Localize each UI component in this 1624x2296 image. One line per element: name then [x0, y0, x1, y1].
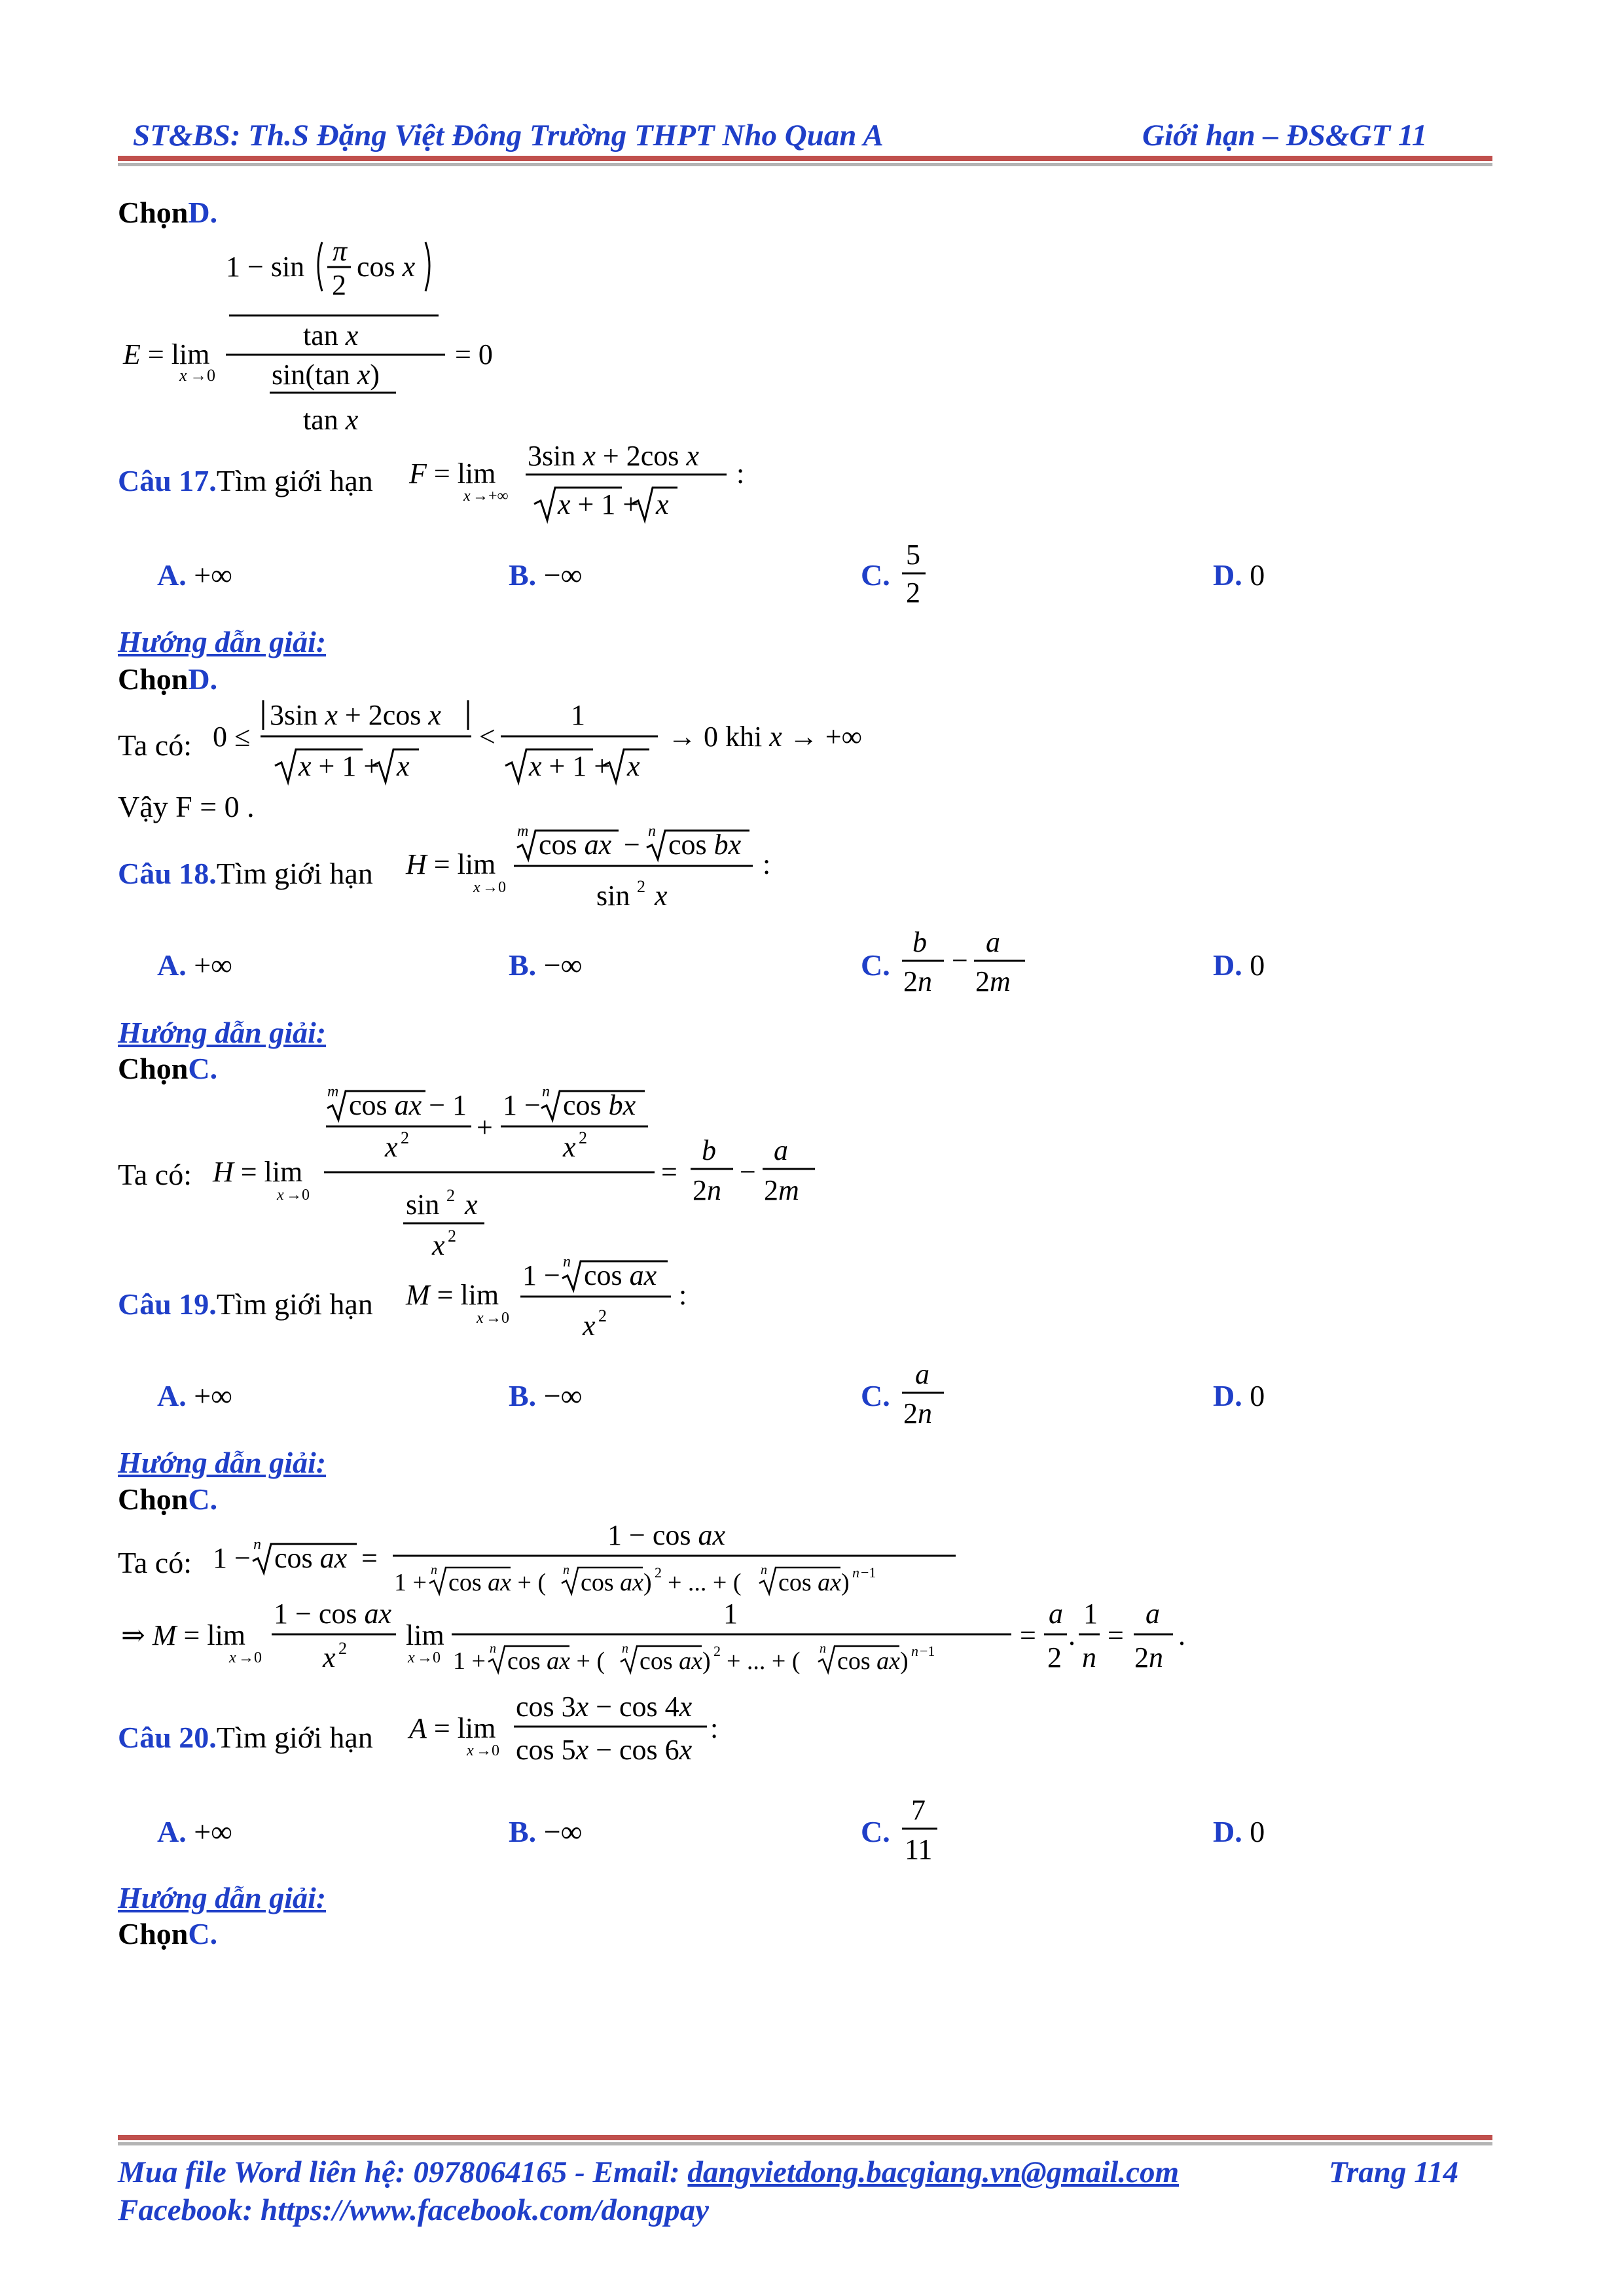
q20-guide-heading: Hướng dẫn giải:: [118, 1881, 327, 1914]
q19-option-d: D. 0: [1213, 1379, 1265, 1412]
footer-facebook[interactable]: Facebook: https://www.facebook.com/dongpay: [118, 2193, 709, 2227]
svg-text:n: n: [622, 1641, 628, 1656]
svg-text:2: 2: [1047, 1641, 1062, 1674]
svg-text:E = lim: E = lim: [123, 338, 210, 370]
svg-text:m: m: [517, 823, 529, 840]
q19-option-b: B. −∞: [509, 1379, 583, 1412]
q17-option-c: C.: [861, 558, 890, 592]
svg-text:cos ax): cos ax): [581, 1569, 652, 1596]
svg-text:1: 1: [1083, 1598, 1098, 1630]
svg-text:1: 1: [723, 1598, 738, 1630]
svg-text:=: =: [361, 1542, 378, 1574]
svg-text:1 −: 1 −: [503, 1089, 541, 1121]
header-rule-gray: [118, 163, 1492, 166]
svg-text:1 +: 1 +: [394, 1569, 427, 1596]
footer-rule-red: [118, 2135, 1492, 2140]
svg-text:H = lim: H = lim: [213, 1156, 303, 1188]
question-19-prompt: Câu 19.Tìm giới hạn: [118, 1287, 373, 1321]
svg-text:1: 1: [571, 699, 585, 731]
svg-text:x: x: [583, 1310, 596, 1342]
svg-text:2m: 2m: [975, 965, 1011, 997]
q18-option-c-expr: [897, 924, 1028, 1009]
svg-text:=: =: [1020, 1619, 1036, 1651]
svg-text:.: .: [1178, 1619, 1185, 1651]
svg-text:2: 2: [332, 269, 346, 301]
svg-text:M = lim: M = lim: [406, 1279, 499, 1311]
q18-option-c: C.: [861, 948, 890, 982]
q19-guide-heading: Hướng dẫn giải:: [118, 1446, 327, 1479]
svg-text:+: +: [477, 1111, 493, 1143]
formula-E: [118, 229, 576, 445]
question-20-formula: [406, 1689, 733, 1780]
svg-text::: :: [679, 1279, 687, 1311]
header-section: Giới hạn – ĐS&GT 11: [1142, 118, 1428, 152]
svg-text:1 − cos ax: 1 − cos ax: [607, 1519, 725, 1551]
q18-option-b: B. −∞: [509, 948, 583, 982]
svg-text:x: x: [656, 488, 669, 520]
svg-text:<: <: [479, 721, 496, 753]
question-17-prompt: Câu 17.Tìm giới hạn: [118, 464, 373, 497]
svg-text:1 − cos ax: 1 − cos ax: [274, 1598, 391, 1630]
svg-text:n: n: [490, 1641, 496, 1656]
svg-text:cos ax + (: cos ax + (: [507, 1647, 605, 1675]
question-19-formula: [403, 1253, 704, 1355]
svg-text:lim: lim: [406, 1619, 444, 1651]
svg-text:1 −: 1 −: [522, 1259, 560, 1291]
svg-text:n: n: [761, 1563, 767, 1577]
q19-solution-line1: [209, 1515, 969, 1600]
svg-text:a: a: [1049, 1598, 1063, 1630]
svg-text:2: 2: [401, 1128, 409, 1147]
q17-conclusion: Vậy F = 0 .: [118, 790, 255, 823]
svg-text:→0: →0: [417, 1649, 441, 1666]
svg-text::: :: [763, 848, 771, 880]
svg-text:3sin x + 2cos x: 3sin x + 2cos x: [270, 699, 441, 731]
svg-text:n: n: [431, 1563, 437, 1577]
q18-option-a: A. +∞: [157, 948, 232, 982]
svg-text:2: 2: [906, 577, 920, 609]
svg-text:sin(tan x): sin(tan x): [272, 359, 380, 391]
svg-text:cos ax: cos ax: [584, 1259, 657, 1291]
svg-text:.: .: [1068, 1619, 1075, 1651]
svg-text:2: 2: [579, 1128, 587, 1147]
q18-guide-heading: Hướng dẫn giải:: [118, 1016, 327, 1049]
svg-text:cos ax): cos ax): [778, 1569, 850, 1596]
svg-text:x: x: [277, 1187, 284, 1204]
question-20-prompt: Câu 20.Tìm giới hạn: [118, 1721, 373, 1754]
svg-text:cos x: cos x: [357, 251, 416, 283]
svg-text:π: π: [333, 235, 348, 267]
svg-text:⇒ M = lim: ⇒ M = lim: [121, 1619, 246, 1651]
svg-text::: :: [710, 1712, 719, 1744]
svg-text:H = lim: H = lim: [406, 848, 496, 880]
answer-choice-prev: ChọnD.: [118, 196, 218, 229]
svg-text:2: 2: [655, 1564, 662, 1581]
svg-text:x: x: [179, 366, 187, 385]
svg-text:=: =: [1108, 1619, 1124, 1651]
q19-option-c: C.: [861, 1379, 890, 1412]
svg-text:cos ax): cos ax): [837, 1647, 909, 1675]
svg-text:2n: 2n: [693, 1174, 721, 1206]
svg-text:−: −: [740, 1156, 756, 1188]
question-17-formula: [406, 435, 746, 533]
svg-text:n: n: [911, 1643, 918, 1659]
svg-text:cos bx: cos bx: [668, 829, 742, 861]
q19-answer: ChọnC.: [118, 1482, 218, 1516]
header-rule-red: [118, 156, 1492, 161]
svg-text:tan x: tan x: [303, 404, 359, 436]
svg-text:→0: →0: [286, 1187, 310, 1204]
q17-solution-inequality: [209, 691, 929, 795]
svg-text:2n: 2n: [903, 965, 932, 997]
q20-answer: ChọnC.: [118, 1917, 218, 1950]
footer-email-link[interactable]: dangvietdong.bacgiang.vn@gmail.com: [687, 2155, 1180, 2189]
svg-text:1 −: 1 −: [213, 1542, 251, 1574]
q18-ta-co: Ta có:: [118, 1158, 192, 1191]
svg-text:x: x: [563, 1131, 576, 1163]
svg-text:+ ... + (: + ... + (: [727, 1647, 801, 1675]
svg-text:x: x: [385, 1131, 398, 1163]
svg-text:−1: −1: [920, 1643, 935, 1659]
question-18-formula: [403, 821, 782, 926]
q20-option-a: A. +∞: [157, 1815, 232, 1848]
svg-text:cos ax): cos ax): [640, 1647, 711, 1675]
svg-text:a: a: [986, 926, 1000, 958]
svg-text:sin: sin: [596, 880, 630, 912]
svg-text:cos ax: cos ax: [274, 1542, 348, 1574]
svg-text:→0: →0: [238, 1649, 262, 1666]
svg-text:cos ax − 1: cos ax − 1: [349, 1089, 467, 1121]
svg-text:n: n: [563, 1563, 569, 1577]
q17-option-b: B. −∞: [509, 558, 583, 592]
svg-text:7: 7: [911, 1794, 926, 1826]
svg-text:→+∞: →+∞: [473, 488, 509, 505]
q19-option-a: A. +∞: [157, 1379, 232, 1412]
svg-text:x: x: [467, 1742, 474, 1759]
svg-text:x + 1 +: x + 1 +: [529, 750, 611, 782]
q20-option-c-frac: [897, 1792, 949, 1874]
svg-text::: :: [736, 457, 745, 490]
svg-text:x + 1 +: x + 1 +: [298, 750, 380, 782]
svg-text:2: 2: [598, 1306, 607, 1325]
svg-text:sin: sin: [406, 1189, 440, 1221]
svg-text:11: 11: [905, 1833, 933, 1865]
svg-text:2: 2: [446, 1186, 455, 1205]
q19-option-c-frac: [897, 1356, 956, 1438]
svg-text:3sin x + 2cos x: 3sin x + 2cos x: [528, 440, 699, 472]
svg-text:→0: →0: [190, 366, 215, 385]
svg-text:x: x: [477, 1310, 484, 1327]
svg-text:+ ... + (: + ... + (: [668, 1569, 742, 1596]
svg-text:−: −: [624, 829, 640, 861]
q17-guide-heading: Hướng dẫn giải:: [118, 625, 327, 658]
svg-text:x: x: [655, 880, 668, 912]
svg-text:x: x: [229, 1649, 236, 1666]
svg-text:a: a: [774, 1134, 788, 1166]
q17-ta-co: Ta có:: [118, 728, 192, 762]
svg-text:cos 5x − cos 6x: cos 5x − cos 6x: [516, 1734, 693, 1766]
svg-text:tan x: tan x: [303, 319, 359, 351]
svg-text:cos ax + (: cos ax + (: [448, 1569, 547, 1596]
svg-text:n: n: [648, 823, 656, 840]
svg-text:x: x: [432, 1229, 445, 1261]
svg-text:F = lim: F = lim: [409, 457, 496, 490]
svg-text:n: n: [253, 1536, 261, 1553]
svg-text:x: x: [473, 879, 480, 896]
q17-option-d: D. 0: [1213, 558, 1265, 592]
svg-text:a: a: [915, 1358, 929, 1390]
header-title: ST&BS: Th.S Đặng Việt Đông Trường THPT Nho Quan A: [133, 118, 884, 152]
q20-option-d: D. 0: [1213, 1815, 1265, 1848]
svg-text:n: n: [563, 1253, 571, 1270]
svg-text:1 +: 1 +: [453, 1647, 486, 1675]
svg-text:n: n: [1082, 1641, 1096, 1674]
svg-text:= 0: = 0: [455, 338, 493, 370]
q20-option-c: C.: [861, 1815, 890, 1848]
svg-text:→0: →0: [486, 1310, 509, 1327]
svg-text:2n: 2n: [903, 1397, 932, 1429]
svg-text:−1: −1: [861, 1564, 876, 1581]
svg-text:−: −: [952, 944, 968, 977]
svg-text:2: 2: [713, 1643, 721, 1659]
svg-text:x: x: [465, 1189, 478, 1221]
svg-text:=: =: [661, 1156, 677, 1188]
q17-option-c-frac: [897, 537, 936, 615]
q17-option-a: A. +∞: [157, 558, 232, 592]
svg-text:a: a: [1146, 1598, 1160, 1630]
svg-text:→0: →0: [476, 1742, 499, 1759]
svg-text:b: b: [702, 1134, 716, 1166]
q19-ta-co: Ta có:: [118, 1546, 192, 1579]
q18-solution: [209, 1083, 831, 1263]
svg-text:2n: 2n: [1134, 1641, 1163, 1674]
svg-text:x: x: [397, 750, 410, 782]
svg-text:m: m: [327, 1083, 339, 1100]
page-number: Trang 114: [1329, 2155, 1459, 2189]
q17-answer: ChọnD.: [118, 662, 218, 696]
svg-text:1 − sin: 1 − sin: [226, 251, 305, 283]
svg-text:2m: 2m: [764, 1174, 799, 1206]
svg-text:2: 2: [338, 1639, 347, 1658]
footer-rule-gray: [118, 2142, 1492, 2145]
q18-answer: ChọnC.: [118, 1052, 218, 1085]
svg-text:5: 5: [906, 539, 920, 571]
q20-option-b: B. −∞: [509, 1815, 583, 1848]
svg-text:x: x: [463, 488, 471, 505]
q19-solution-line2: [118, 1594, 1191, 1679]
svg-text:0 ≤: 0 ≤: [213, 721, 251, 753]
svg-text:cos bx: cos bx: [563, 1089, 636, 1121]
svg-text:A = lim: A = lim: [409, 1712, 496, 1744]
svg-text:b: b: [912, 926, 927, 958]
svg-text:n: n: [820, 1641, 826, 1656]
svg-text:cos ax: cos ax: [539, 829, 612, 861]
svg-text:cos 3x − cos 4x: cos 3x − cos 4x: [516, 1691, 693, 1723]
svg-text:→ 0 khi x → +∞: → 0 khi x → +∞: [668, 721, 862, 753]
footer-contact: Mua file Word liên hệ: 0978064165 - Email: dangvietdong.bacgiang.vn@gmail.com: [118, 2155, 1180, 2189]
svg-text:n: n: [852, 1564, 859, 1581]
svg-text:2: 2: [448, 1227, 456, 1246]
svg-text:x + 1 +: x + 1 +: [558, 488, 640, 520]
question-18-prompt: Câu 18.Tìm giới hạn: [118, 857, 373, 890]
svg-text:x: x: [408, 1649, 415, 1666]
svg-text:→0: →0: [482, 879, 506, 896]
svg-text:2: 2: [637, 877, 645, 896]
svg-text:x: x: [627, 750, 640, 782]
q18-option-d: D. 0: [1213, 948, 1265, 982]
svg-text:n: n: [542, 1083, 550, 1100]
svg-text:x: x: [323, 1641, 336, 1674]
